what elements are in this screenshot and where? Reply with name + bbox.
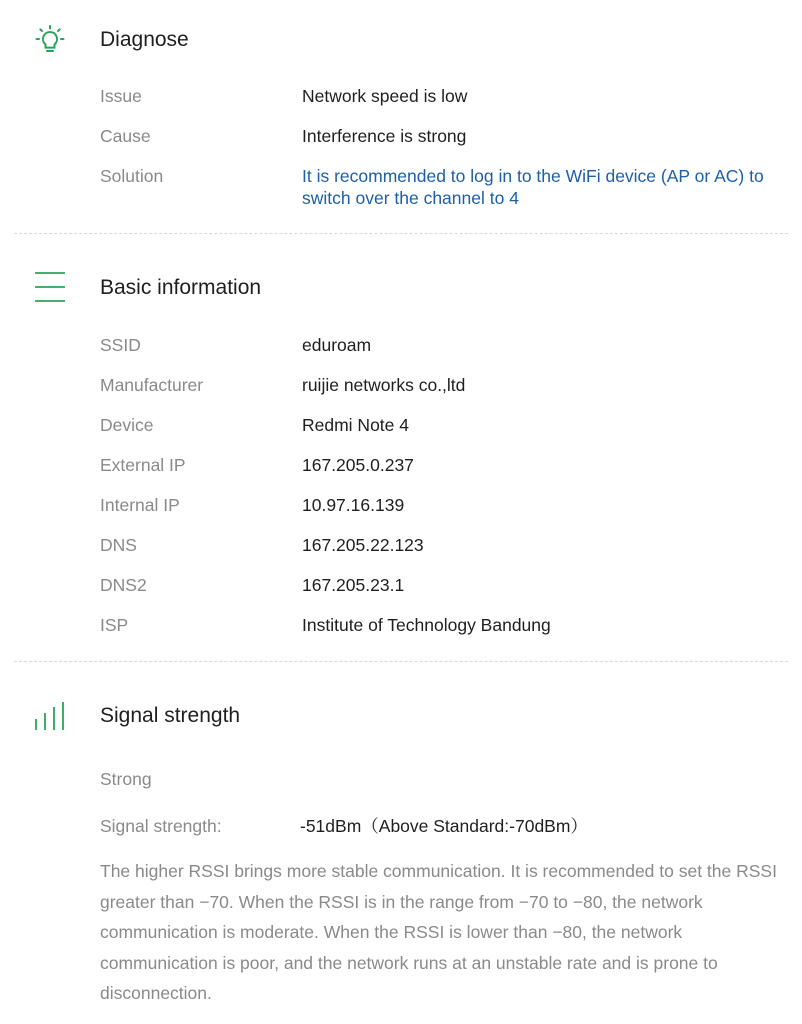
solution-link[interactable]: It is recommended to log in to the WiFi device (AP or AC) to switch over the channel to 4 [302, 166, 764, 208]
signal-bars-icon [34, 701, 66, 733]
external-ip-label: External IP [100, 455, 186, 475]
isp-label: ISP [100, 615, 129, 635]
manufacturer-label: Manufacturer [100, 375, 204, 395]
device-label: Device [100, 415, 154, 435]
menu-lines-icon [34, 271, 66, 303]
signal-strength-value: -51dBm（Above Standard:-70dBm） [300, 816, 588, 836]
solution-label: Solution [100, 166, 164, 186]
basic-information-title: Basic information [100, 276, 262, 299]
divider [14, 233, 788, 234]
dns-value: 167.205.22.123 [302, 535, 424, 555]
issue-value: Network speed is low [302, 86, 468, 106]
diagnose-title: Diagnose [100, 28, 189, 51]
device-value: Redmi Note 4 [302, 415, 409, 435]
ssid-label: SSID [100, 335, 141, 355]
cause-label: Cause [100, 126, 151, 146]
dns2-value: 167.205.23.1 [302, 575, 405, 595]
divider [14, 661, 788, 662]
isp-value: Institute of Technology Bandung [302, 615, 551, 635]
internal-ip-value: 10.97.16.139 [302, 495, 405, 515]
manufacturer-value: ruijie networks co.,ltd [302, 375, 466, 395]
lightbulb-icon [34, 24, 66, 56]
signal-strength-label: Signal strength: [100, 816, 222, 836]
rssi-description: The higher RSSI brings more stable communication. It is recommended to set the RSSI greater than −70. When the RSSI is in the range from −70 to −80, the network communication is moderate. When the RSSI is lower than −80, the network communication is poor, and the network runs at an unstable rate and is prone to disconnection. [100, 861, 777, 1003]
dns-label: DNS [100, 535, 137, 555]
external-ip-value: 167.205.0.237 [302, 455, 414, 475]
ssid-value: eduroam [302, 335, 372, 355]
issue-label: Issue [100, 86, 142, 106]
dns2-label: DNS2 [100, 575, 147, 595]
internal-ip-label: Internal IP [100, 495, 180, 515]
cause-value: Interference is strong [302, 126, 467, 146]
signal-strength-title: Signal strength [100, 704, 241, 727]
signal-status: Strong [100, 769, 152, 789]
